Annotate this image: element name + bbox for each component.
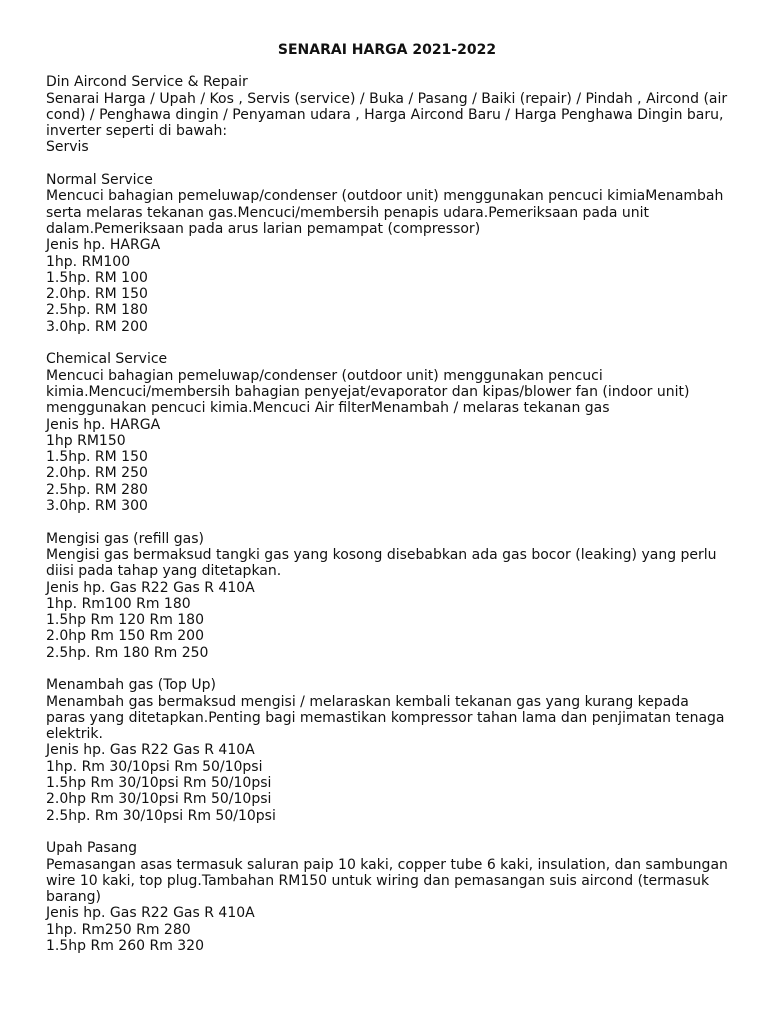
price-row: 2.0hp. RM 250 (46, 465, 148, 482)
intro-paragraph: Senarai Harga / Upah / Kos , Servis (service) / Buka / Pasang / Baiki (repair) / Pindah , Aircond (air cond) / Penghawa dingin / Penyaman udara , Harga Aircond Baru / Harga Penghawa Dingin baru, inverter seperti di bawah: (46, 90, 728, 140)
price-row: 2.5hp. Rm 180 Rm 250 (46, 644, 209, 661)
price-row: 2.5hp. RM 280 (46, 481, 148, 498)
price-row: 1.5hp Rm 120 Rm 180 (46, 612, 204, 629)
price-row: 2.0hp Rm 150 Rm 200 (46, 628, 204, 645)
price-row: 1hp. Rm 30/10psi Rm 50/10psi (46, 758, 263, 775)
price-row: 1hp RM150 (46, 432, 126, 449)
price-header-row: Jenis hp. HARGA (46, 416, 161, 433)
price-row: 1hp. Rm250 Rm 280 (46, 921, 191, 938)
price-row: 2.0hp Rm 30/10psi Rm 50/10psi (46, 791, 272, 808)
price-row: 2.0hp. RM 150 (46, 286, 148, 303)
price-header-row: Jenis hp. Gas R22 Gas R 410A (46, 905, 255, 922)
section-normal-service (46, 172, 728, 335)
section-description: Mengisi gas bermaksud tangki gas yang kosong disebabkan ada gas bocor (leaking) yang perlu diisi pada tahap yang ditetapkan. (46, 546, 717, 580)
section-refill-gas (46, 531, 728, 661)
section-chemical-service (46, 351, 728, 514)
price-header-row: Jenis hp. HARGA (46, 237, 161, 254)
price-row: 1.5hp Rm 30/10psi Rm 50/10psi (46, 775, 272, 792)
section-description: Menambah gas bermaksud mengisi / melaraskan kembali tekanan gas yang kurang kepada paras yang ditetapkan.Penting bagi memastikan kompressor tahan lama dan penjimatan tenaga elektrik. (46, 693, 725, 743)
price-header-row: Jenis hp. Gas R22 Gas R 410A (46, 579, 255, 596)
price-row: 1hp. RM100 (46, 253, 131, 270)
intro-block (46, 74, 728, 155)
price-row: 1hp. Rm100 Rm 180 (46, 595, 191, 612)
price-row: 2.5hp. Rm 30/10psi Rm 50/10psi (46, 807, 276, 824)
section-heading: Normal Service (46, 172, 153, 189)
price-header-row: Jenis hp. Gas R22 Gas R 410A (46, 742, 255, 759)
price-row: 3.0hp. RM 200 (46, 318, 148, 335)
section-description: Pemasangan asas termasuk saluran paip 10 kaki, copper tube 6 kaki, insulation, dan sambungan wire 10 kaki, top plug.Tambahan RM150 untuk wiring dan pemasangan suis aircond (termasuk barang) (46, 856, 728, 906)
intro-servis-label: Servis (46, 139, 89, 156)
price-row: 1.5hp Rm 260 Rm 320 (46, 938, 204, 955)
section-description: Mencuci bahagian pemeluwap/condenser (outdoor unit) menggunakan pencuci kimiaMenambah serta melaras tekanan gas.Mencuci/membersih penapis udara.Pemeriksaan pada unit dalam.Pemeriksaan pada arus larian pemampat (compressor) (46, 188, 724, 237)
price-row: 3.0hp. RM 300 (46, 498, 148, 515)
section-heading: Menambah gas (Top Up) (46, 677, 216, 694)
section-heading: Chemical Service (46, 351, 168, 368)
section-upah-pasang (46, 840, 728, 954)
company-name: Din Aircond Service & Repair (46, 74, 248, 91)
price-row: 2.5hp. RM 180 (46, 302, 148, 319)
section-heading: Upah Pasang (46, 840, 138, 857)
document-title: SENARAI HARGA 2021-2022 (277, 42, 497, 58)
section-description: Mencuci bahagian pemeluwap/condenser (outdoor unit) menggunakan pencuci kimia.Mencuci/membersih bahagian penyejat/evaporator dan kipas/blower fan (indoor unit) menggunakan pencuci kimia.Mencuci Air filterMenambah / melaras tekanan gas (46, 367, 690, 417)
section-heading: Mengisi gas (refill gas) (46, 530, 204, 547)
price-row: 1.5hp. RM 150 (46, 449, 148, 466)
section-top-up-gas (46, 677, 728, 824)
price-row: 1.5hp. RM 100 (46, 269, 148, 286)
